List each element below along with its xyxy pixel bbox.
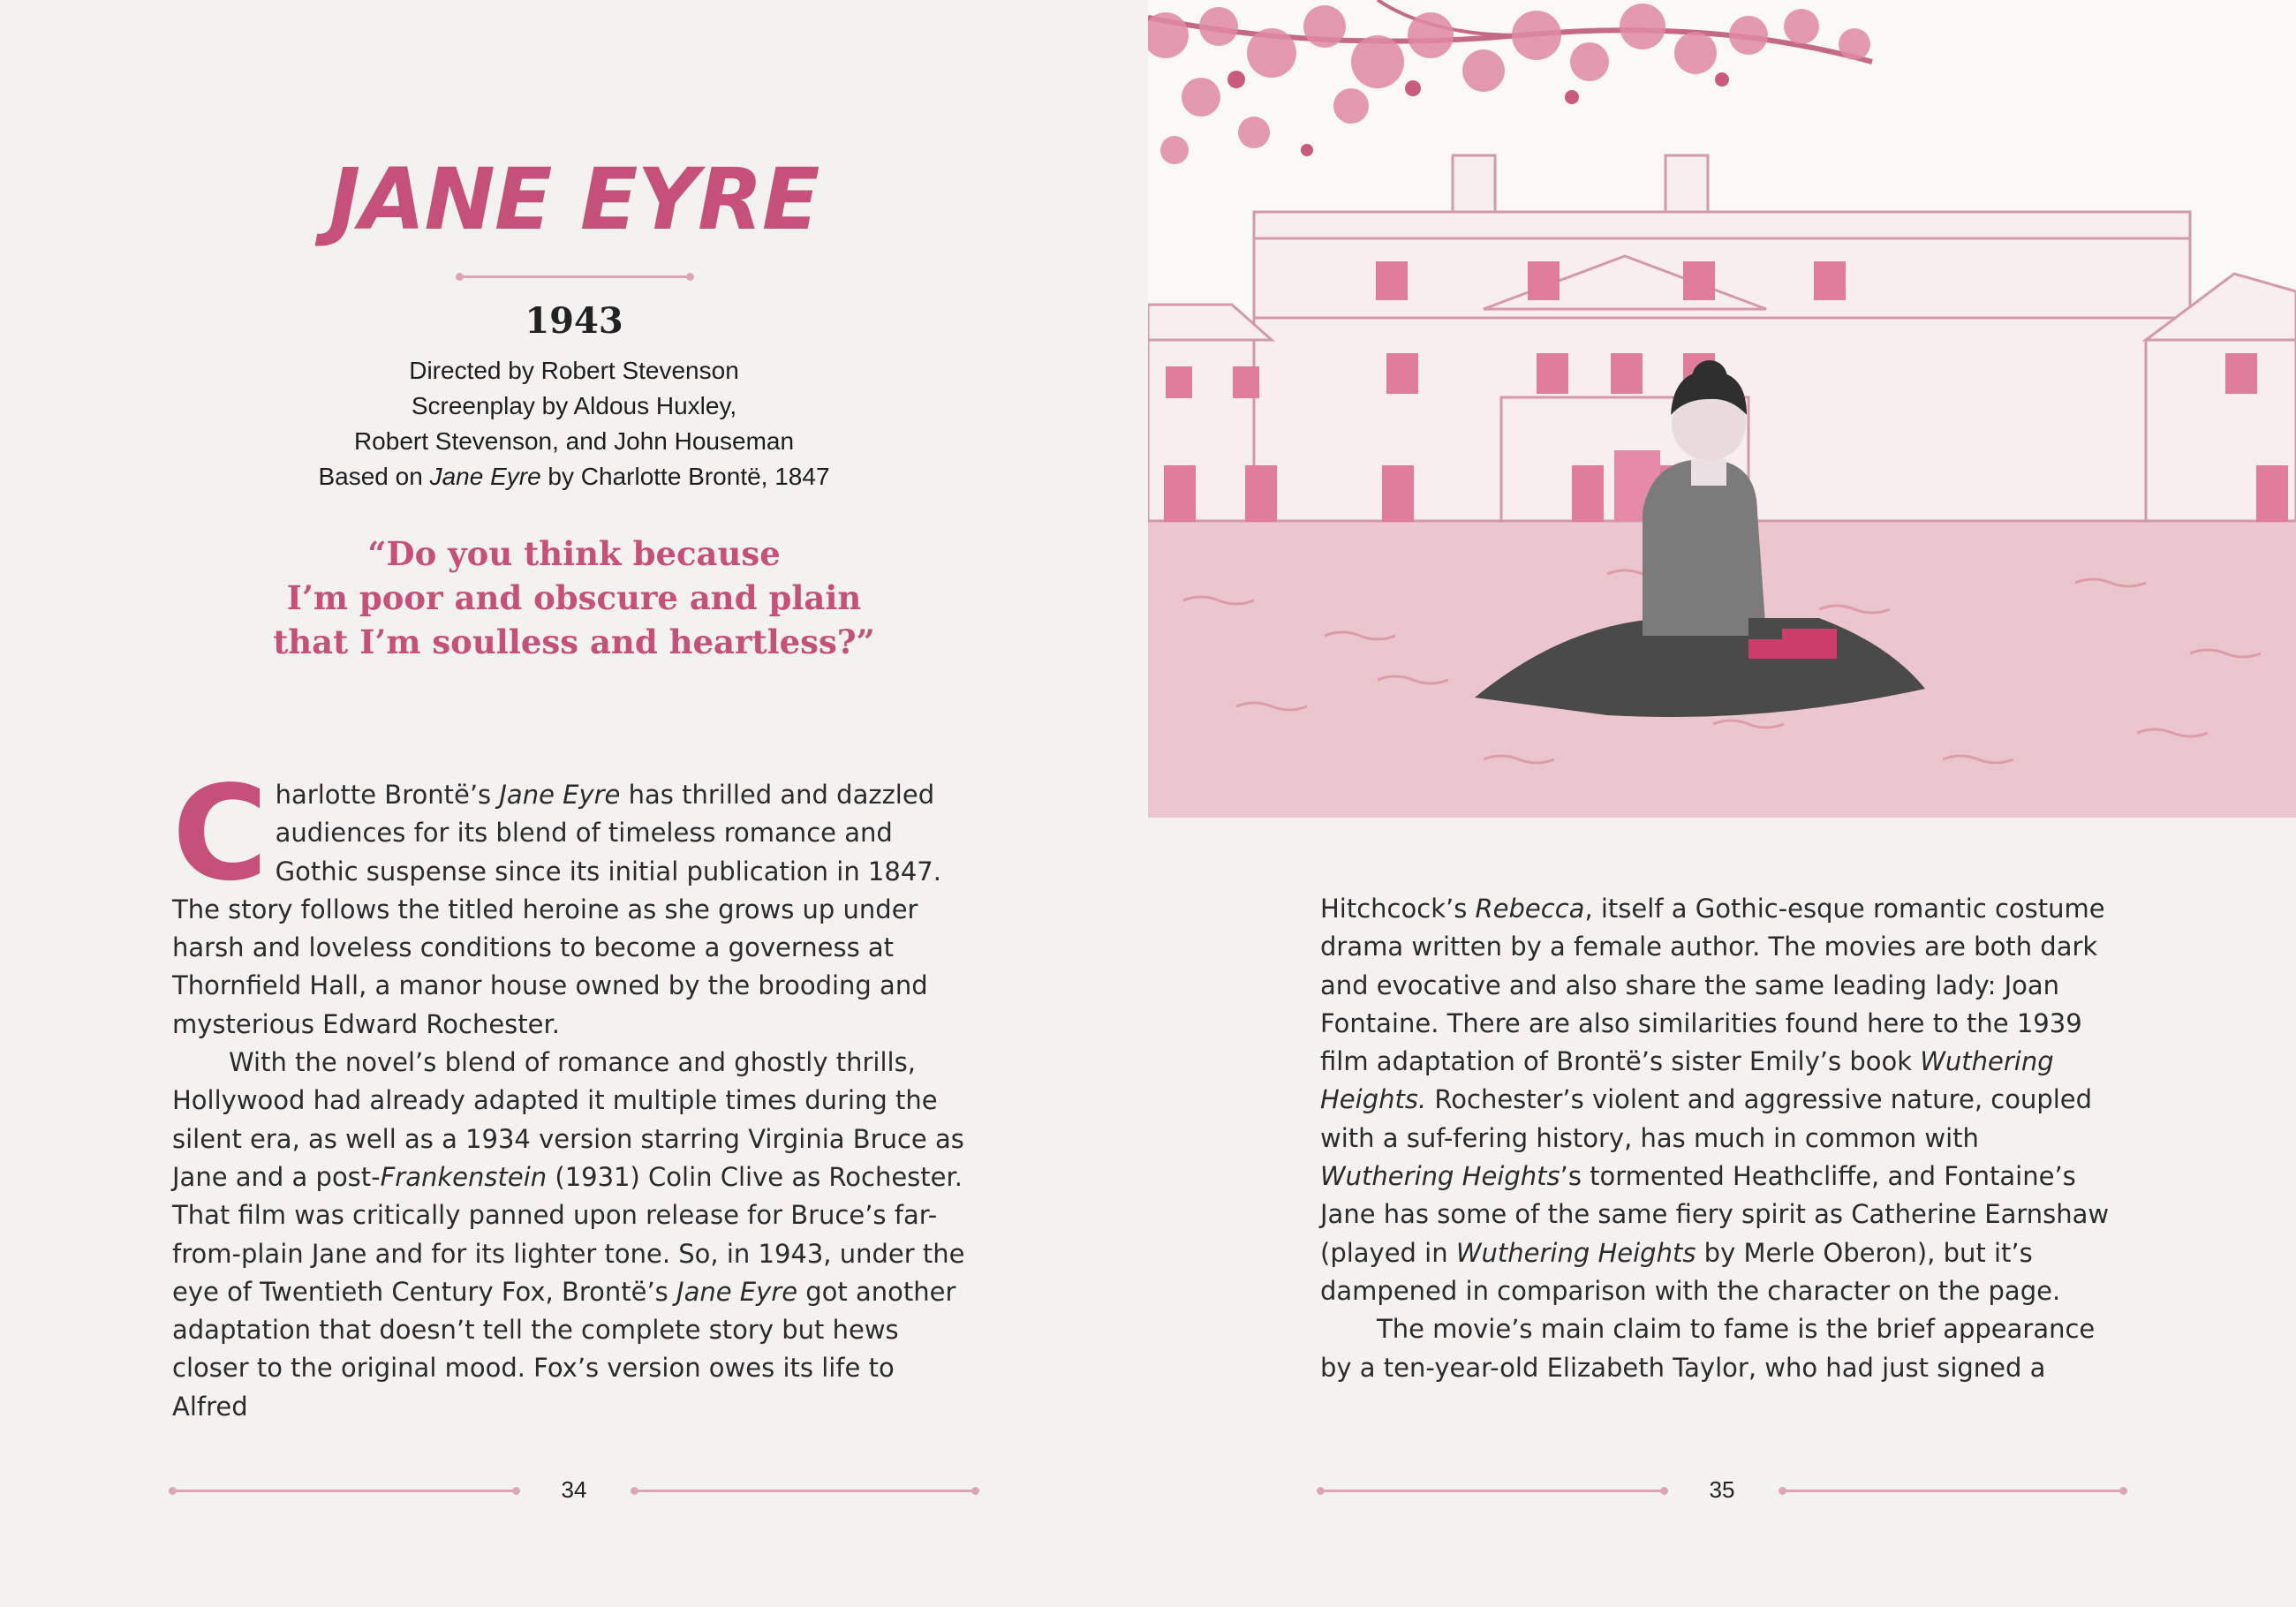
body-paragraph — [172, 758, 971, 1044]
left-body-text — [172, 758, 971, 1426]
text-run: , itself a Gothic-esque romantic costume drama written by a female author. The movies are both dark and evocative and also share the same leading lady: Joan Fontaine. There are also similarities found here to the 1939 film adaptation of Brontë’s sister Emily’s book — [1320, 894, 2105, 1077]
based-on-prefix: Based on — [318, 463, 430, 490]
page-number: 35 — [1709, 1476, 1735, 1503]
pull-quote — [0, 532, 1148, 664]
italic-title: Jane Eyre — [676, 1276, 798, 1307]
footer-rule-left — [1320, 1490, 1665, 1492]
italic-title: Jane Eyre — [499, 780, 621, 810]
footer-rule-right — [634, 1490, 976, 1492]
page-title: JANE EYRE — [329, 150, 819, 249]
credit-screenplay-line-2: Robert Stevenson, and John Houseman — [353, 427, 795, 455]
text-run: has thrilled and dazzled audiences for its blend of timeless romance and Gothic suspense since its initial publication in 1847. The story follows the titled heroine as she grows up under harsh and loveless conditions to become a governess at Thornfield Hall, a manor house owned by the brooding and mysterious Edward Rochester. — [172, 780, 941, 1039]
italic-title: Wuthering Heights — [1320, 1161, 1560, 1192]
film-year: 1943 — [525, 300, 623, 342]
italic-title: Frankenstein — [380, 1161, 548, 1192]
right-page — [1148, 0, 2296, 1607]
text-run: harlotte Brontë’s — [275, 780, 500, 810]
text-run: The movie’s main claim to fame is the brief appearance by a ten-year-old Elizabeth Taylor, who had just signed a — [1320, 1314, 2096, 1383]
text-run: ’s tormented Heathcliffe, and Fontaine’s Jane has some of the same fiery spirit as Catherine Earnshaw (played in — [1320, 1161, 2110, 1268]
body-paragraph — [1320, 1310, 2119, 1387]
right-body-text — [1320, 890, 2119, 1387]
credit-screenplay-line-1: Screenplay by Aldous Huxley, — [411, 392, 737, 419]
body-paragraph — [172, 1044, 971, 1426]
based-on-suffix: by Charlotte Brontë, 1847 — [540, 463, 830, 490]
body-paragraph — [1320, 890, 2119, 1310]
page-number: 34 — [561, 1476, 587, 1503]
italic-title: Wuthering Heights. — [1320, 1046, 2054, 1115]
text-run: by Merle Oberon), but it’s dampened in comparison with the character on the page. — [1320, 1237, 2061, 1306]
film-credits — [0, 353, 1148, 494]
quote-line-1: “Do you think because — [367, 534, 781, 573]
text-run: Hitchcock’s — [1320, 894, 1476, 924]
italic-title: Wuthering Heights — [1455, 1237, 1696, 1268]
footer-rule-left — [172, 1490, 517, 1492]
title-divider — [459, 275, 691, 278]
quote-line-2: I’m poor and obscure and plain — [286, 578, 862, 617]
credit-based-on — [0, 459, 1148, 494]
drop-cap: C — [172, 758, 268, 909]
text-run: With the novel’s blend of romance and ghostly thrills, Hollywood had already adapted it multiple times during the silent era, as well as a 1934 version starring Virginia Bruce as Jane and a post- — [172, 1047, 964, 1192]
quote-line-3: that I’m soulless and heartless?” — [273, 622, 875, 661]
footer-rule-right — [1782, 1490, 2124, 1492]
based-on-title: Jane Eyre — [429, 463, 541, 490]
manor-illustration — [1148, 0, 2296, 818]
text-run: Rochester’s violent and aggressive nature, coupled with a suf-fering history, has much in common with — [1320, 1084, 2093, 1153]
credit-director: Directed by Robert Stevenson — [409, 357, 739, 384]
italic-title: Rebecca — [1475, 894, 1585, 924]
text-run: (1931) Colin Clive as Rochester. That film was critically panned upon release for Bruce’s far-from-plain Jane and for its lighter tone. So, in 1943, under the eye of Twentieth Century Fox, Brontë’s — [172, 1161, 965, 1307]
text-run: got another adaptation that doesn’t tell the complete story but hews closer to the original mood. Fox’s version owes its life to Alfred — [172, 1276, 956, 1422]
